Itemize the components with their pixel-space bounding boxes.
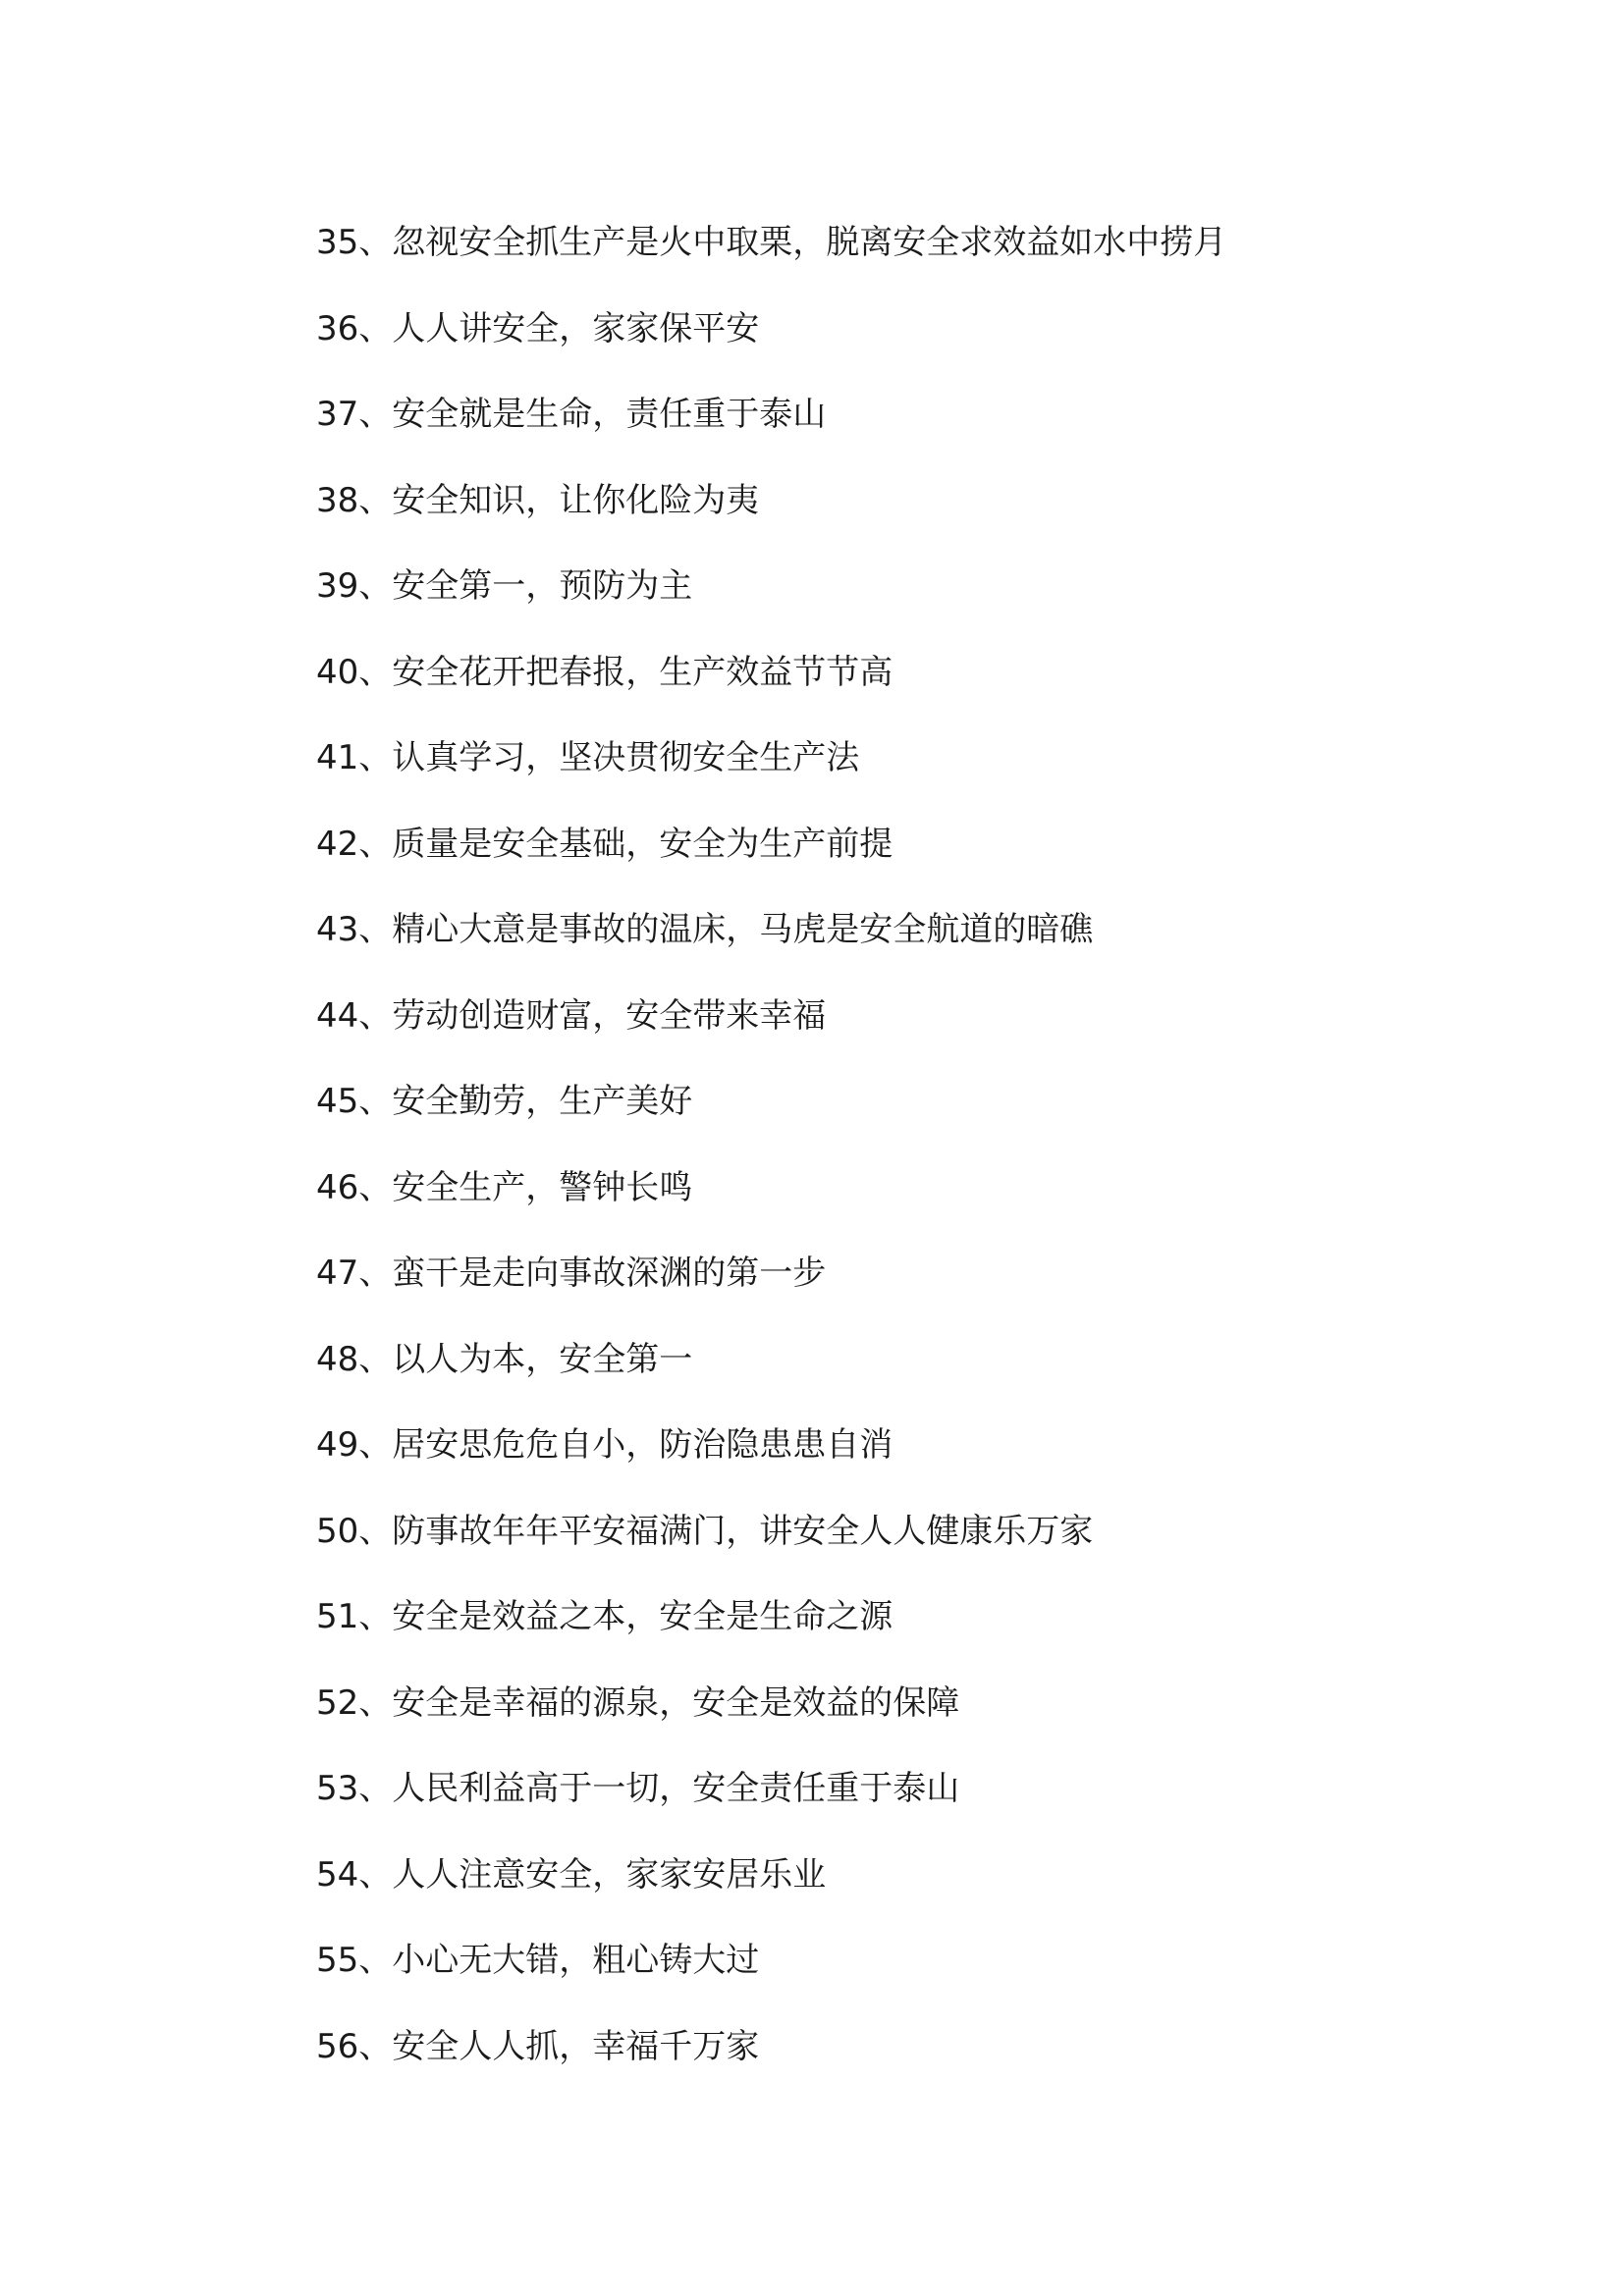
list-item: 52、安全是幸福的源泉，安全是效益的保障	[316, 1682, 960, 1723]
list-item: 40、安全花开把春报，生产效益节节高	[316, 652, 893, 692]
list-item: 50、防事故年年平安福满门，讲安全人人健康乐万家	[316, 1511, 1094, 1551]
list-item: 44、劳动创造财富，安全带来幸福	[316, 995, 827, 1036]
list-item: 41、认真学习，坚决贯彻安全生产法	[316, 738, 860, 777]
list-item: 56、安全人人抓，幸福千万家	[316, 2026, 760, 2066]
list-item: 37、安全就是生命，责任重于泰山	[316, 395, 827, 434]
list-item: 54、人人注意安全，家家安居乐业	[316, 1854, 827, 1895]
list-item: 48、以人为本，安全第一	[316, 1339, 693, 1379]
list-item: 46、安全生产，警钟长鸣	[316, 1167, 693, 1207]
slogan-list	[316, 214, 1494, 2104]
list-item: 42、质量是安全基础，安全为生产前提	[316, 824, 893, 864]
list-item: 43、精心大意是事故的温床，马虎是安全航道的暗礁	[316, 910, 1094, 949]
list-item: 38、安全知识，让你化险为夷	[316, 480, 760, 520]
list-item: 39、安全第一，预防为主	[316, 566, 693, 606]
list-item: 47、蛮干是走向事故深渊的第一步	[316, 1254, 827, 1293]
list-item: 35、忽视安全抓生产是火中取栗，脱离安全求效益如水中捞月	[316, 223, 1227, 262]
list-item: 53、人民利益高于一切，安全责任重于泰山	[316, 1769, 960, 1808]
list-item: 45、安全勤劳，生产美好	[316, 1082, 693, 1121]
list-item: 36、人人讲安全，家家保平安	[316, 308, 760, 348]
list-item: 51、安全是效益之本，安全是生命之源	[316, 1597, 893, 1636]
list-item: 55、小心无大错，粗心铸大过	[316, 1941, 760, 1980]
list-item: 49、居安思危危自小，防治隐患患自消	[316, 1425, 893, 1465]
